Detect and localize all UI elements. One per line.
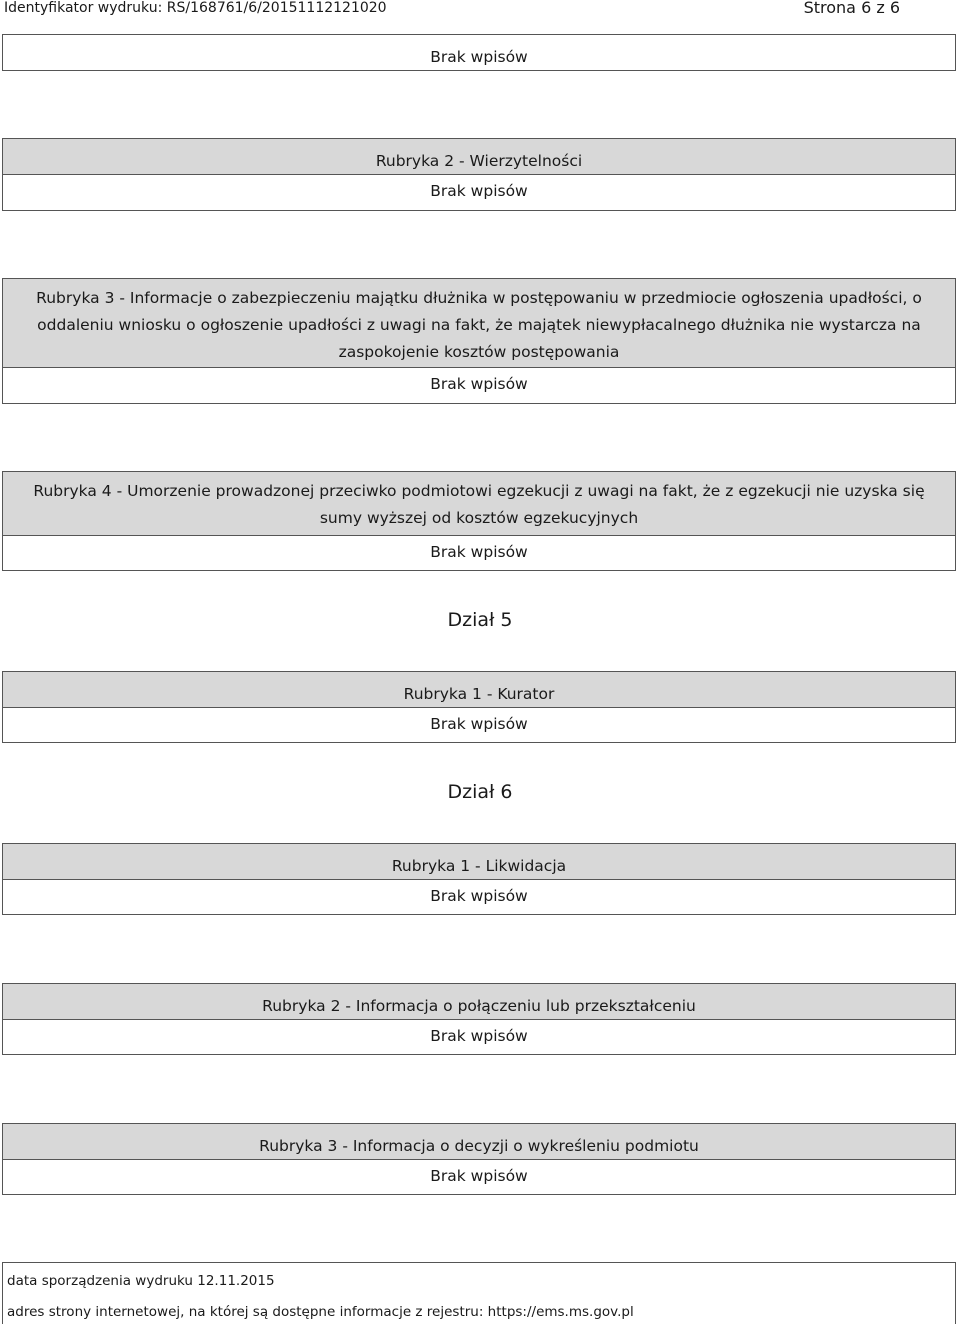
section-box	[2, 843, 956, 915]
section-box	[2, 34, 956, 71]
entry-text: Brak wpisów	[430, 48, 528, 66]
section-box	[2, 471, 956, 571]
entry-text: Brak wpisów	[430, 887, 528, 905]
entry-text: Brak wpisów	[430, 715, 528, 733]
section-box	[2, 983, 956, 1055]
registry-address: adres strony internetowej, na której są dostępne informacje z rejestru: https://ems.ms.gov.pl	[7, 1304, 634, 1320]
print-date: data sporządzenia wydruku 12.11.2015	[7, 1273, 275, 1289]
section-title: Rubryka 1 - Likwidacja	[3, 844, 955, 880]
entry-text: Brak wpisów	[430, 182, 528, 200]
division-heading: Dział 5	[447, 609, 513, 631]
section-box	[2, 1123, 956, 1195]
entry-text: Brak wpisów	[430, 1027, 528, 1045]
entry-text: Brak wpisów	[430, 1167, 528, 1185]
section-title: Rubryka 3 - Informacje o zabezpieczeniu majątku dłużnika w postępowaniu w przedmiocie ogłoszenia upadłości, o oddaleniu wniosku o ogłoszenie upadłości z uwagi na fakt, że majątek niewypłacalnego dłużnika nie wystarcza na zaspokojenie kosztów postępowania	[3, 279, 955, 368]
page-number: Strona 6 z 6	[803, 0, 900, 17]
section-box	[2, 671, 956, 743]
section-box	[2, 278, 956, 404]
footer	[2, 1262, 956, 1324]
entry-text: Brak wpisów	[430, 543, 528, 561]
section-title: Rubryka 4 - Umorzenie prowadzonej przeciwko podmiotowi egzekucji z uwagi na fakt, że z egzekucji nie uzyska się sumy wyższej od kosztów egzekucyjnych	[3, 472, 955, 536]
section-title: Rubryka 3 - Informacja o decyzji o wykreśleniu podmiotu	[3, 1124, 955, 1160]
section-box	[2, 138, 956, 211]
division-heading: Dział 6	[447, 781, 513, 803]
entry-text: Brak wpisów	[430, 375, 528, 393]
section-title: Rubryka 2 - Wierzytelności	[3, 139, 955, 175]
section-title: Rubryka 1 - Kurator	[3, 672, 955, 708]
print-identifier: Identyfikator wydruku: RS/168761/6/20151112121020	[4, 0, 387, 16]
section-title: Rubryka 2 - Informacja o połączeniu lub przekształceniu	[3, 984, 955, 1020]
